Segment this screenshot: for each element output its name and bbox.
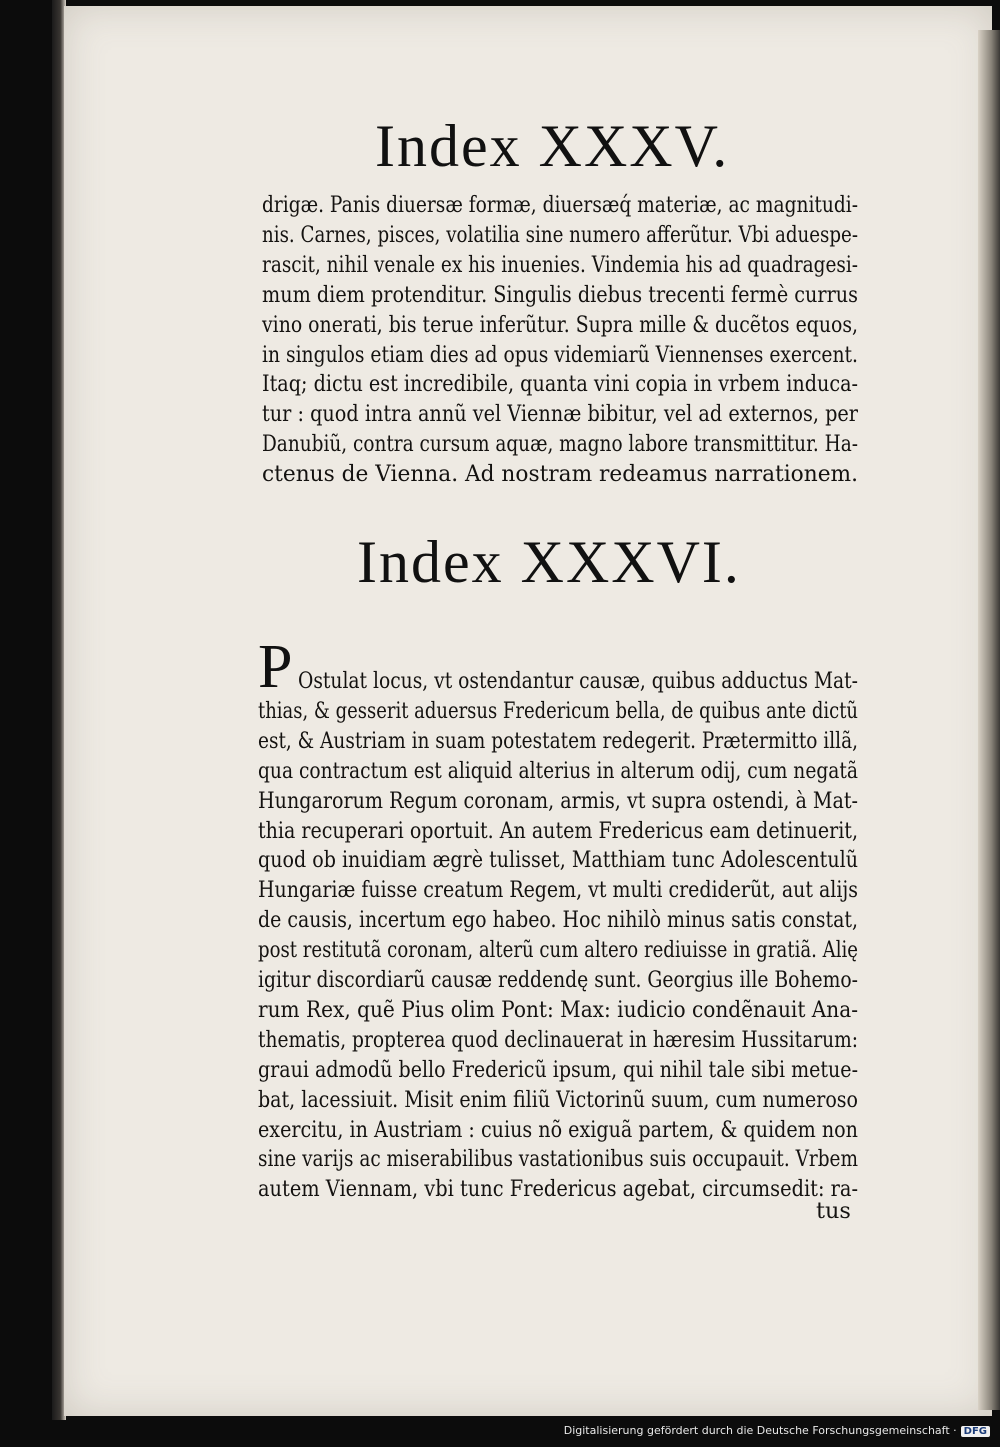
text-line: est, & Austriam in suam potestatem redegerit. Prætermitto illã, [258,727,858,754]
heading-index-36: Index XXXVI. [357,529,741,595]
text-line: tur : quod intra annũ vel Viennæ bibitur, vel ad externos, per [262,401,858,428]
text-line: exercitu, in Austriam : cuius nõ exiguã partem, & quidem non [258,1116,858,1143]
text-line: vino onerati, bis terue inferũtur. Supra mille & ducẽtos equos, [262,311,858,338]
text-line: Hungarorum Regum coronam, armis, vt supra ostendi, à Mat- [258,787,858,814]
text-line: de causis, incertum ego habeo. Hoc nihilò minus satis constat, [258,907,858,934]
text-line: post restitutã coronam, alterũ cum altero rediuisse in gratiã. Alię [258,937,858,964]
text-line: Hungariæ fuisse creatum Regem, vt multi crediderũt, aut alijs [258,877,858,904]
text-line: rum Rex, quẽ Pius olim Pont: Max: iudicio condẽnauit Ana- [258,996,858,1023]
text-line: bat, lacessiuit. Misit enim filiũ Victorinũ suum, cum numeroso [258,1086,858,1113]
drop-capital: P [258,633,293,701]
text-line: igitur discordiarũ causæ reddendę sunt. Georgius ille Bohemo- [258,967,858,993]
dfg-logo: DFG [961,1426,990,1437]
text-line: thia recuperari oportuit. An autem Fredericus eam detinuerit, [258,817,858,844]
text-line: graui admodũ bello Fredericũ ipsum, qui nihil tale sibi metue- [258,1056,858,1083]
text-line: Ostulat locus, vt ostendantur causæ, quibus adductus Mat- [298,668,858,694]
text-line: autem Viennam, vbi tunc Fredericus agebat, circumsedit: ra- [258,1176,858,1203]
text-line: qua contractum est aliquid alterius in alterum odij, cum negatã [258,757,858,784]
page-edge [978,30,1000,1410]
text-line: drigæ. Panis diuersæ formæ, diuersæq́ materiæ, ac magnitudi- [262,192,858,218]
catchword: tus [816,1198,851,1224]
text-line: thias, & gesserit aduersus Fredericum bella, de quibus ante dictũ [258,697,858,724]
text-line: ctenus de Vienna. Ad nostram redeamus narrationem. [262,461,858,488]
heading-index-35: Index XXXV. [375,113,730,179]
text-line: sine varijs ac miserabilibus vastationibus suis occupauit. Vrbem [258,1146,858,1173]
text-line: Danubiũ, contra cursum aquæ, magno labore transmittitur. Ha- [262,431,858,458]
text-line: mum diem protenditur. Singulis diebus trecenti fermè currus [262,281,858,308]
text-line: thematis, propterea quod declinauerat in hæresim Hussitarum: [258,1026,858,1053]
text-line: Itaq; dictu est incredibile, quanta vini copia in vrbem induca- [262,371,858,398]
footer-text: Digitalisierung gefördert durch die Deutsche Forschungsgemeinschaft · [563,1424,957,1437]
digitization-footer [0,1424,990,1437]
text-line: in singulos etiam dies ad opus videmiarũ Viennenses exercent. [262,341,858,368]
text-line: nis. Carnes, pisces, volatilia sine numero afferũtur. Vbi aduespe- [262,221,858,248]
text-line: rascit, nihil venale ex his inuenies. Vindemia his ad quadragesi- [262,251,858,278]
text-line: quod ob inuidiam ægrè tulisset, Matthiam tunc Adolescentulũ [258,847,858,874]
